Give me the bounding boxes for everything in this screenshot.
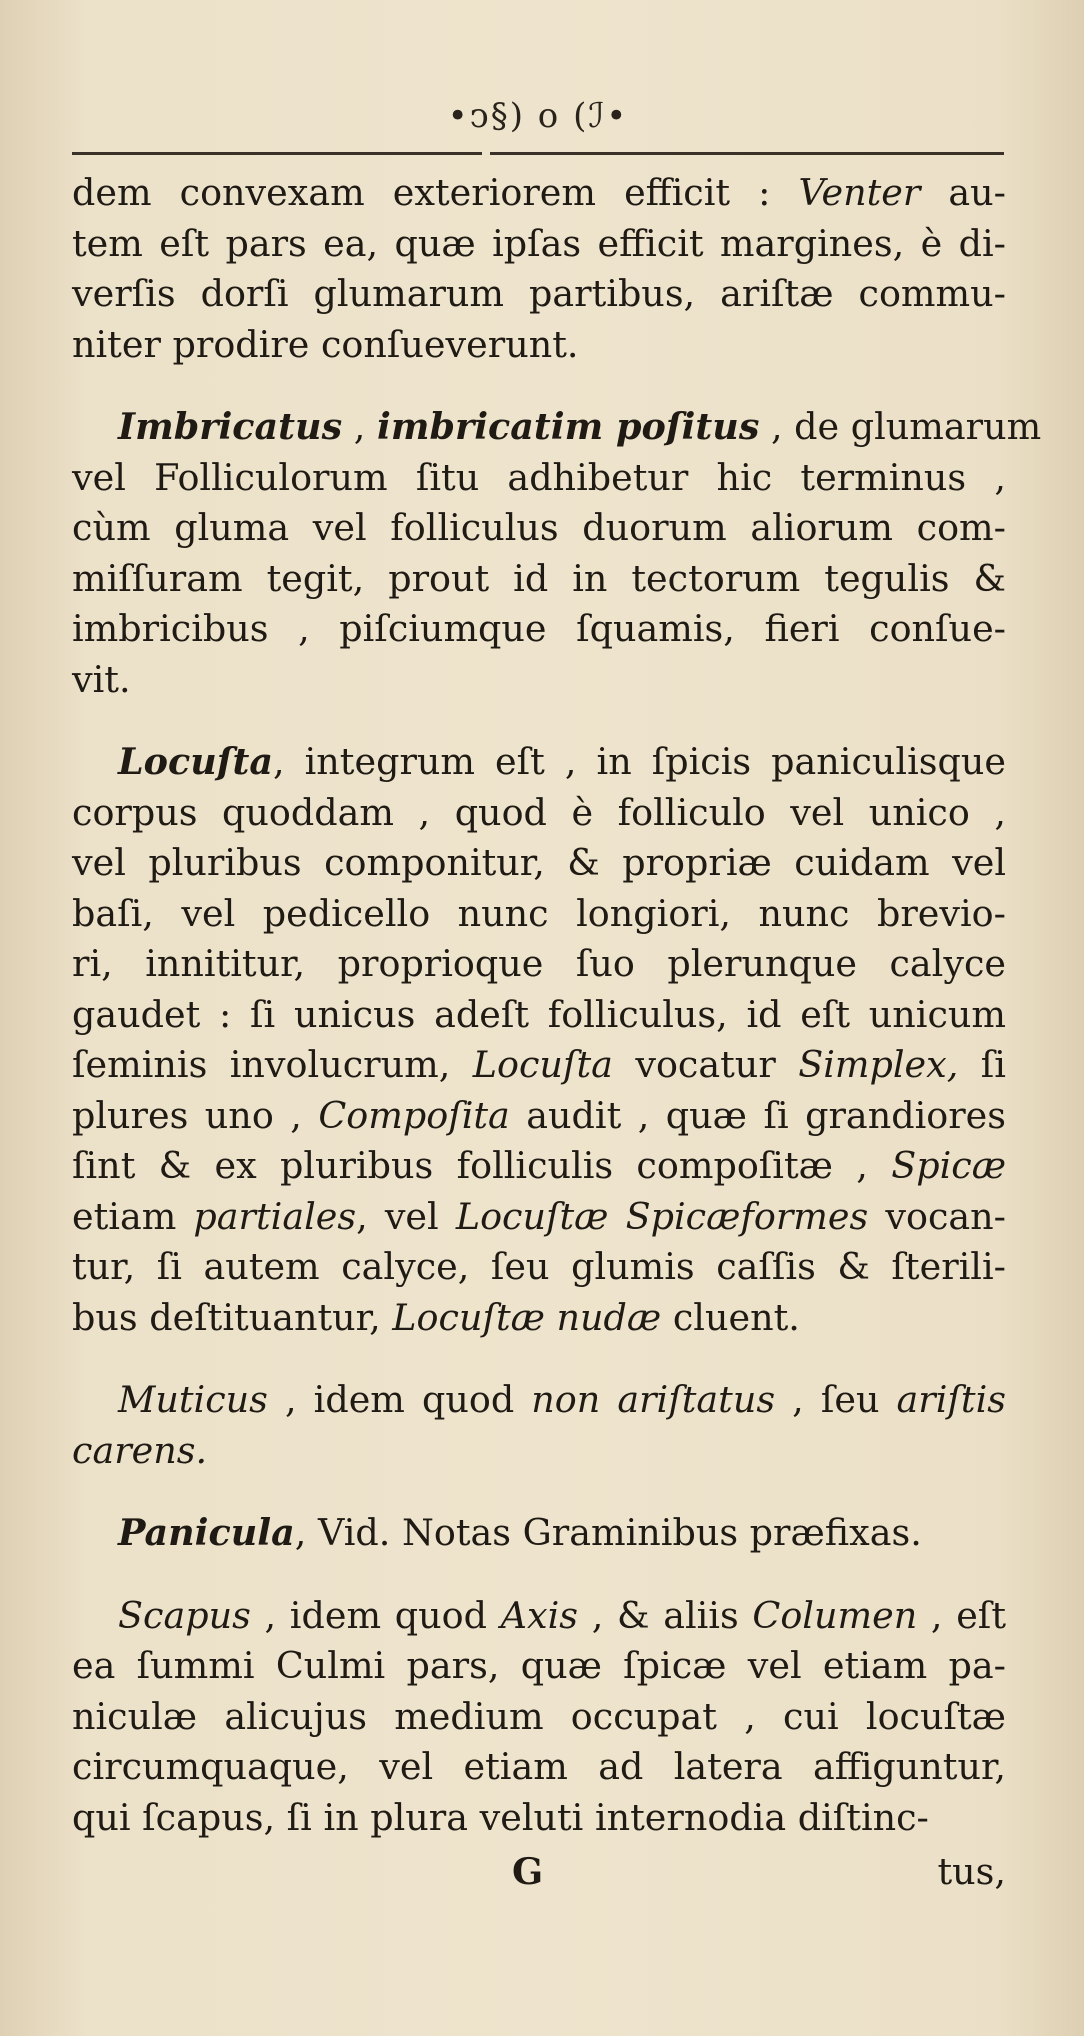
text-line [72, 889, 1006, 940]
text-line [72, 1508, 1006, 1559]
text-run: etiam [72, 1194, 194, 1238]
defined-term: Locuſta [118, 740, 273, 783]
text-line [72, 1793, 1006, 1844]
text-line [72, 990, 1006, 1041]
text-run: ea ſummi Culmi pars, quæ ſpicæ vel etiam pa- [72, 1644, 1006, 1687]
italic-text: Scapus [118, 1593, 251, 1637]
text-line [72, 453, 1006, 504]
italic-text: Simplex, [798, 1043, 959, 1086]
paragraph [72, 168, 1006, 370]
text-run: , [342, 405, 377, 448]
text-run: tem eſt pars ea, quæ ipſas efficit margines, è di- [72, 221, 1006, 265]
text-run: miſſuram tegit, prout id in tectorum tegulis & [72, 556, 1006, 600]
text-run: cluent. [661, 1295, 800, 1339]
italic-text: carens. [72, 1428, 208, 1472]
text-line [72, 737, 1006, 788]
defined-term: imbricatim poſitus [376, 405, 760, 448]
page-header [72, 88, 1004, 158]
text-run: , idem quod [250, 1593, 501, 1637]
italic-text: Locuſtæ nudæ [392, 1295, 662, 1339]
italic-text: Columen [752, 1593, 918, 1637]
text-run: ſeminis involucrum, [72, 1043, 473, 1086]
header-rule-right [490, 152, 1004, 155]
header-ornament: •ↄ§) o (ℐ• [447, 96, 629, 136]
text-line [72, 1692, 1006, 1743]
text-line [72, 269, 1006, 320]
text-run: bus deſtituantur, [72, 1295, 393, 1339]
text-run: qui ſcapus, ſi in plura veluti internodia diſtinc- [72, 1795, 929, 1839]
text-line [72, 788, 1006, 839]
text-run: gaudet : ſi unicus adeſt folliculus, id eſt unicum [72, 992, 1006, 1036]
paragraph [72, 1508, 1006, 1559]
italic-text: Locuſta [472, 1043, 613, 1086]
text-run: niculæ alicujus medium occupat , cui locuſtæ [72, 1694, 1006, 1738]
text-line [72, 1040, 1006, 1091]
paragraph [72, 737, 1006, 1343]
text-run: baſi, vel pedicello nunc longiori, nunc brevio- [72, 891, 1006, 935]
italic-text: Venter [798, 171, 921, 214]
text-line [72, 1192, 1006, 1243]
paragraph [72, 402, 1042, 705]
text-line [72, 1742, 1006, 1793]
text-run: , & aliis [578, 1593, 753, 1637]
text-run: , Vid. Notas Graminibus præfixas. [294, 1511, 922, 1554]
text-run: vit. [72, 657, 131, 701]
text-run: ri, innititur, proprioque ſuo plerunque calyce [72, 942, 1006, 985]
text-line [72, 168, 1006, 219]
italic-text: partiales [193, 1194, 357, 1238]
italic-text: Compoſita [318, 1093, 510, 1137]
text-line [72, 1426, 1006, 1477]
text-line [72, 1091, 1006, 1142]
text-line [72, 402, 1042, 453]
text-line [72, 554, 1006, 605]
text-line [72, 503, 1006, 554]
defined-term: Panicula [118, 1511, 295, 1554]
text-run: , eſt [917, 1593, 1006, 1637]
paragraph [72, 1375, 1006, 1476]
page-footer [72, 1850, 1006, 1910]
text-run: , ſeu [775, 1378, 897, 1421]
text-run: ſint & ex pluribus folliculis compoſitæ , [72, 1144, 892, 1187]
text-run: au- [920, 171, 1006, 214]
text-line [72, 1375, 1006, 1426]
text-run: audit , quæ ſi grandiores [509, 1093, 1006, 1137]
text-run: niter prodire conſueverunt. [72, 322, 579, 366]
text-run: imbricibus , piſciumque ſquamis, fieri conſue- [72, 607, 1006, 650]
paragraph [72, 1591, 1006, 1844]
text-line [72, 655, 1006, 706]
text-line [72, 1641, 1006, 1692]
text-line [72, 219, 1006, 270]
italic-text: Axis [500, 1593, 579, 1637]
text-line [72, 1591, 1006, 1642]
text-run: ſi [958, 1043, 1006, 1086]
text-run: plures uno , [72, 1093, 319, 1137]
italic-text: ariſtis [896, 1378, 1006, 1421]
catchword: tus, [937, 1850, 1006, 1893]
italic-text: Muticus [118, 1378, 268, 1421]
text-run: circumquaque, vel etiam ad latera affiguntur, [72, 1745, 1006, 1788]
text-line [72, 838, 1006, 889]
italic-text: Locuſtæ Spicæformes [455, 1194, 869, 1238]
defined-term: Imbricatus [118, 405, 343, 448]
text-run: dem convexam exteriorem efficit : [72, 171, 799, 214]
text-line [72, 1293, 1006, 1344]
text-run: , idem quod [267, 1378, 532, 1421]
text-line [72, 1242, 1006, 1293]
body-text [72, 168, 1042, 1875]
text-run: cùm gluma vel folliculus duorum aliorum com- [72, 506, 1006, 549]
text-run: vocan- [868, 1194, 1006, 1238]
text-run: , de glumarum [759, 405, 1042, 448]
text-run: verſis dorſi glumarum partibus, ariſtæ commu- [72, 272, 1006, 315]
italic-text: non ariſtatus [531, 1378, 776, 1421]
text-line [72, 604, 1006, 655]
text-line [72, 320, 1006, 371]
text-run: , vel [356, 1194, 456, 1238]
text-run: corpus quoddam , quod è folliculo vel unico , [72, 790, 1006, 834]
text-run: , integrum eſt , in ſpicis paniculisque [272, 740, 1006, 783]
text-run: vel pluribus componitur, & propriæ cuidam vel [72, 841, 1006, 884]
italic-text: Spicæ [891, 1144, 1006, 1187]
text-run: tur, ſi autem calyce, ſeu glumis caſſis & ſterili- [72, 1245, 1006, 1288]
text-line [72, 939, 1006, 990]
text-line [72, 1141, 1006, 1192]
text-run: vocatur [612, 1043, 799, 1086]
text-run: vel Folliculorum ſitu adhibetur hic terminus , [72, 455, 1006, 499]
signature-mark: G [512, 1850, 544, 1893]
header-rule-left [72, 152, 482, 155]
